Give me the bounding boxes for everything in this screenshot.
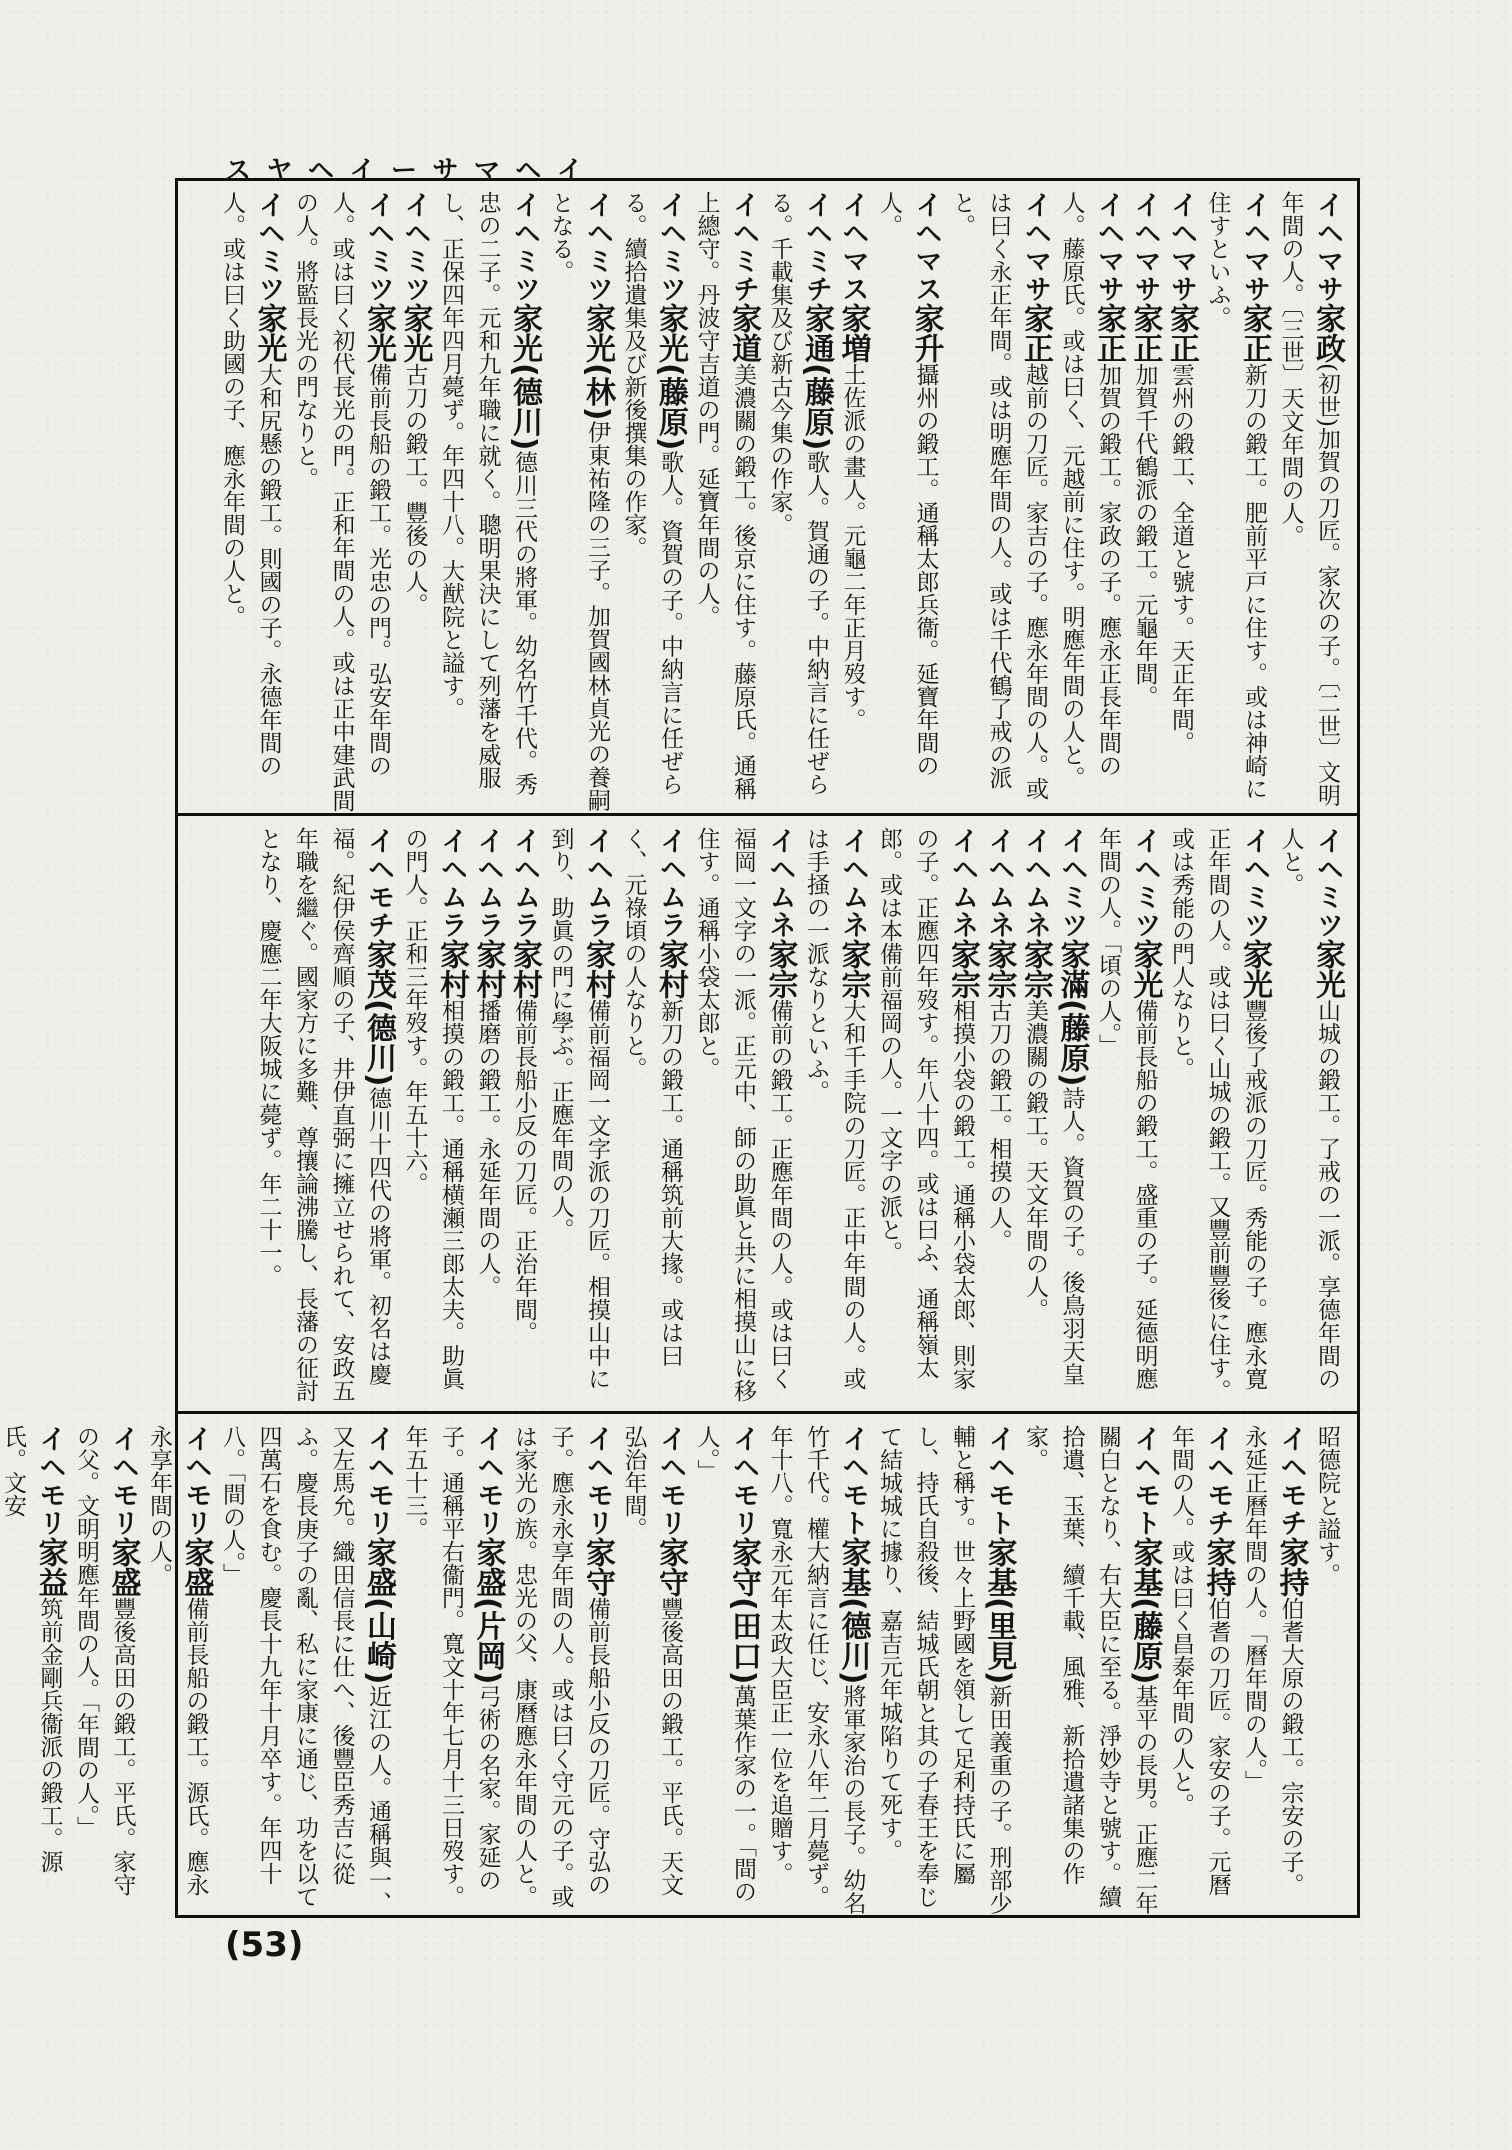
- entry-reading: イヘモリ: [582, 1425, 613, 1537]
- entry-text: 相摸小袋の鍛工。通稱小袋太郎、則家の子。正應四年歿す。年八十四。或は曰ふ、通稱嶺太郎。或は本備前福岡の人。一文字の派と。: [876, 827, 975, 1390]
- dictionary-entry: [1309, 1425, 1346, 1917]
- entry-reading: イヘマス: [910, 191, 942, 303]
- dictionary-entry: [469, 827, 506, 1411]
- entry-text: 備前長船小反の刀匠。守弘の子。應永永享年間の人。或は曰く守元の子。或は家光の族。忠光の父、康曆應永年間の人と。: [511, 1425, 610, 1908]
- entry-reading: イヘムネ: [837, 827, 869, 939]
- running-head-char: イ: [556, 156, 585, 186]
- entry-text: 美濃關の鍛工。後京に住す。藤原氏。通稱上總守。丹波守吉道の門。延寶年間の人。: [693, 191, 756, 800]
- entry-name: 家光: [397, 303, 433, 363]
- running-head-char: ヘ: [307, 156, 336, 186]
- dictionary-entry: [506, 1425, 616, 1917]
- entry-name: 家持: [1273, 1537, 1309, 1597]
- entry-name: 家正: [1127, 303, 1163, 363]
- entry-reading: イヘマス: [837, 191, 869, 303]
- entry-name: 家宗: [762, 939, 798, 999]
- dictionary-entry: [1163, 191, 1200, 813]
- entry-reading: イヘミツ: [509, 191, 540, 303]
- entry-name: 家光(林): [580, 303, 615, 421]
- entry-reading: イヘミツ: [1239, 827, 1270, 939]
- entry-text: 大和尻懸の鍛工。則國の子。永德年間の人。或は曰く助國の子、應永年間の人と。: [219, 191, 282, 777]
- entry-reading: イヘマサ: [1166, 191, 1197, 303]
- entry-text: 豐後高田の鍛工。平氏。家守の父。文明明應年間の人。「年間の人。」: [73, 1425, 136, 1896]
- entry-name: 家宗: [981, 939, 1017, 999]
- dictionary-frame: [0, 178, 1360, 1918]
- entry-reading: イヘモチ: [1202, 1425, 1234, 1537]
- dictionary-entry: [688, 827, 798, 1411]
- dictionary-entry: [615, 827, 688, 1411]
- dictionary-entry: [396, 191, 433, 813]
- entry-reading: イヘミツ: [582, 191, 613, 303]
- entry-text: 筑前金剛兵衞派の鍛工。源氏。文安: [0, 1425, 63, 1873]
- dictionary-entry: [1126, 191, 1163, 813]
- entry-name: 家村: [470, 939, 506, 999]
- entry-reading: イヘムラ: [509, 827, 540, 939]
- entry-reading: イヘムネ: [947, 827, 978, 939]
- entry-name: 家宗: [1018, 939, 1053, 999]
- entry-text: 歌人。賀通の子。中納言に任ぜらる。千載集及び新古今集の作家。: [766, 191, 829, 796]
- entry-text: 備前長船の鍛工。源氏。應永永享年間の人。: [146, 1425, 209, 1896]
- dictionary-entry: [871, 1425, 1017, 1917]
- entry-reading: イヘマサ: [1129, 191, 1161, 303]
- entry-text: 越前の刀匠。家吉の子。應永年間の人。或は曰く永正年間。或は明應年間の人。或は千代鶴了戒の派と。: [949, 191, 1048, 800]
- running-head-char: ス: [225, 156, 254, 186]
- entry-text: 山城の鍛工。了戒の一派。享德年間の人と。: [1277, 827, 1340, 1390]
- entry-text: 攝州の鍛工。通稱太郎兵衞。延寶年間の人。: [876, 191, 939, 777]
- entry-text: 昭德院と謚す。: [1314, 1425, 1340, 1586]
- dictionary-entry: [1090, 827, 1163, 1411]
- dictionary-entry: [214, 191, 287, 813]
- tier-divider: [178, 1411, 1357, 1414]
- entry-reading: イヘモリ: [472, 1425, 504, 1537]
- entry-text: 伯耆大原の鍛工。宗安の子。永延正曆年間の人。「曆年間の人。」: [1241, 1425, 1304, 1896]
- entry-name: 家正: [1237, 303, 1272, 363]
- dictionary-entry: [433, 191, 543, 813]
- entry-reading: イヘマサ: [1312, 191, 1343, 303]
- entry-reading: イヘモリ: [180, 1425, 212, 1537]
- entry-name: 家盛: [105, 1537, 141, 1597]
- tier-top: [178, 181, 1357, 813]
- entry-name: 家村: [580, 939, 615, 999]
- dictionary-entry: [1163, 827, 1273, 1411]
- entry-reading: イヘムネ: [1020, 827, 1051, 939]
- dictionary-entry: [615, 1425, 688, 1917]
- entry-text: 備前の鍛工。正應年間の人。或は曰く福岡一文字の一派。正元中、師の助眞と共に相摸山に移住す。通稱小袋太郎と。: [693, 827, 793, 1402]
- entry-name: 家道: [726, 303, 761, 363]
- dictionary-entry: [798, 827, 871, 1411]
- entry-text: 德川十四代の將軍。初名は慶福。紀伊侯齊順の子、井伊直弼に擁立せられて、安政五年職を繼ぐ。國家方に多難、尊攘論沸騰し、長藩の征討となり、慶應二年大阪城に薨ず。年二十一。: [255, 827, 391, 1402]
- running-head: [225, 150, 585, 186]
- dictionary-entry: [871, 827, 981, 1411]
- dictionary-entry: [506, 827, 543, 1411]
- entry-text: 加賀の鍛工。家政の子。應永正長年間の人。藤原氏。或は曰く、元越前に住す。明應年間の人と。: [1058, 191, 1121, 789]
- running-head-char: マ: [473, 156, 502, 186]
- entry-name: 家守: [653, 1537, 688, 1597]
- entry-reading: イヘモチ: [1275, 1425, 1307, 1537]
- entry-name: 家光: [1127, 939, 1163, 999]
- entry-name: 家政: [1310, 303, 1345, 363]
- entry-name: 家宗: [835, 939, 871, 999]
- entry-reading: イヘミツ: [1312, 827, 1343, 939]
- entry-text: 備前長船の鍛工。盛重の子。延德明應年間の人。「頃の人。」: [1095, 827, 1158, 1390]
- dictionary-entry: [871, 191, 944, 813]
- entry-text: 新刀の鍛工。肥前平戸に住す。或は神崎に住すといふ。: [1204, 191, 1267, 800]
- entry-reading: イヘモチ: [363, 827, 394, 939]
- running-head-char: サ: [432, 156, 461, 186]
- entry-text: 備前福岡一文字派の刀匠。相摸山中に到り、助眞の門に學ぶ。正應年間の人。: [547, 827, 610, 1390]
- entry-text: 備前長船の鍛工。光忠の門。弘安年間の人。或は曰く初代長光の門。正和年間の人。或は正中建武間の人。將監長光の門なりと。: [292, 191, 391, 812]
- entry-reading: イヘミツ: [655, 191, 686, 303]
- entry-reading: イヘモリ: [34, 1425, 66, 1537]
- entry-reading: イヘモリ: [655, 1425, 686, 1537]
- entry-text: 詩人。資賀の子。後鳥羽天皇: [1058, 1086, 1085, 1386]
- entry-text: 萬葉作家の一。「間の人。」: [693, 1425, 756, 1903]
- entry-reading: イヘミチ: [801, 191, 832, 303]
- dictionary-entry: [542, 827, 615, 1411]
- entry-name: 家光: [251, 303, 287, 363]
- entry-name: 家光: [1310, 939, 1345, 999]
- entry-name: 家増: [835, 303, 871, 363]
- dictionary-entry: [1272, 827, 1345, 1411]
- entry-text: 新刀の鍛工。通稱筑前大掾。或は曰く、元祿頃の人なりと。: [620, 827, 683, 1367]
- dictionary-entry: [542, 191, 615, 813]
- entry-name: 家光: [1237, 939, 1272, 999]
- entry-reading: イヘモト: [983, 1425, 1015, 1537]
- entry-text: 加賀千代鶴派の鍛工。元龜年間。: [1131, 363, 1158, 708]
- running-head-char: ヤ: [266, 156, 295, 186]
- dictionary-entry: [1272, 191, 1345, 813]
- entry-text: 伊東祐隆の三子。加賀國林貞光の養嗣となる。: [547, 191, 610, 812]
- entry-name: 家盛(山崎): [361, 1537, 396, 1685]
- entry-name: 家光: [361, 303, 396, 363]
- entry-name: 家正: [1018, 303, 1053, 363]
- entry-name: 家基(藤原): [1127, 1537, 1163, 1685]
- entry-reading: イヘマサ: [1239, 191, 1270, 303]
- entry-text: 相摸の鍛工。通稱横瀬三郎太夫。助眞の門人。正和三年歿す。年五十六。: [401, 827, 464, 1390]
- dictionary-entry: [834, 191, 871, 813]
- tier-middle: [178, 817, 1357, 1411]
- dictionary-entry: [1053, 827, 1090, 1411]
- entry-text: 土佐派の畫人。元龜二年正月歿す。: [839, 363, 866, 731]
- entry-text: (初世)加賀の刀匠。家次の子。〔二世〕文明年間の人。〔三世〕天文年間の人。: [1277, 191, 1340, 807]
- dictionary-entry: [0, 1425, 68, 1917]
- entry-reading: イヘミツ: [1056, 827, 1088, 939]
- entry-name: 家通(藤原): [799, 303, 834, 451]
- entry-name: 家宗: [945, 939, 980, 999]
- dictionary-entry: [688, 1425, 761, 1917]
- entry-reading: イヘミツ: [363, 191, 394, 303]
- entry-text: 大和千手院の刀匠。正中年間の人。或は手掻の一派なりといふ。: [803, 827, 866, 1390]
- entry-reading: イヘミチ: [728, 191, 759, 303]
- entry-name: 家升: [908, 303, 944, 363]
- entry-text: 雲州の鍛工、全道と號す。天正年間。: [1168, 363, 1194, 754]
- dictionary-entry: [396, 827, 469, 1411]
- dictionary-entry: [250, 827, 396, 1411]
- entry-text: 基平の長男。正應二年關白となり、右大臣に至る。淨妙寺と號す。續拾遺、玉葉、續千載、風雅、新拾遺諸集の作家。: [1022, 1425, 1158, 1915]
- entry-reading: イヘモリ: [728, 1425, 759, 1537]
- entry-reading: イヘムラ: [582, 827, 613, 939]
- entry-name: 家盛: [178, 1537, 214, 1597]
- entry-name: 家村: [653, 939, 688, 999]
- entry-reading: イヘモリ: [107, 1425, 139, 1537]
- entry-name: 家滿(藤原): [1054, 939, 1090, 1087]
- tier-divider: [178, 813, 1357, 816]
- entry-text: 近江の人。通稱與一、又左馬允。織田信長に仕へ、後豐臣秀吉に從ふ。慶長庚子の亂、私に家康に通じ、功を以て四萬石を食む。慶長十九年十月卒す。年四十八。「間の人。」: [219, 1425, 391, 1915]
- entry-reading: イヘムネ: [764, 827, 796, 939]
- entry-reading: イヘミツ: [253, 191, 285, 303]
- dictionary-entry: [944, 191, 1054, 813]
- entry-reading: イヘマサ: [1093, 191, 1124, 303]
- running-head-char: ー: [390, 156, 419, 186]
- entry-text: 古刀の鍛工。豐後の人。: [401, 363, 428, 616]
- running-head-char: イ: [349, 156, 378, 186]
- entry-name: 家益: [32, 1537, 68, 1597]
- entry-name: 家基(德川): [835, 1537, 871, 1685]
- entry-name: 家守(田口): [726, 1537, 761, 1685]
- dictionary-entry: [1163, 1425, 1236, 1917]
- dictionary-entry: [1017, 1425, 1163, 1917]
- entry-text: 播磨の鍛工。永延年間の人。: [474, 999, 501, 1298]
- entry-name: 家守: [580, 1537, 615, 1597]
- dictionary-entry: [688, 191, 761, 813]
- entry-reading: イヘミツ: [1129, 827, 1161, 939]
- dictionary-entry: [761, 191, 834, 813]
- dictionary-entry: [980, 827, 1017, 1411]
- entry-text: 將軍家治の長子。幼名竹千代。權大納言に任じ、安永八年二月薨ず。年十八。寬永元年太政大臣正一位を追贈す。: [766, 1425, 866, 1915]
- entry-text: 歌人。資賀の子。中納言に任ぜらる。續拾遺集及び新後撰集の作家。: [620, 191, 683, 796]
- entry-name: 家茂(德川): [361, 939, 396, 1087]
- entry-name: 家村: [434, 939, 469, 999]
- entry-reading: イヘムラ: [472, 827, 504, 939]
- dictionary-entry: [1017, 827, 1054, 1411]
- entry-reading: イヘムラ: [655, 827, 686, 939]
- dictionary-entry: [761, 1425, 871, 1917]
- dictionary-entry: [615, 191, 688, 813]
- tier-bottom: [0, 1415, 1357, 1917]
- entry-text: 備前長船小反の刀匠。正治年間。: [511, 999, 537, 1344]
- entry-text: 伯耆の刀匠。家安の子。元曆年間の人。或は曰く昌泰年間の人と。: [1168, 1425, 1231, 1896]
- entry-reading: イヘムラ: [436, 827, 467, 939]
- entry-reading: イヘモリ: [363, 1425, 394, 1537]
- entry-name: 家光(德川): [507, 303, 542, 451]
- entry-text: 豐後高田の鍛工。平氏。天文弘治年間。: [620, 1425, 683, 1896]
- entry-text: 豐後了戒派の刀匠。秀能の子。應永寛正年間の人。或は曰く山城の鍛工。又豐前豐後に住す。或は秀能の門人なりと。: [1168, 827, 1267, 1402]
- entry-text: 古刀の鍛工。相摸の人。: [985, 999, 1012, 1252]
- entry-name: 家正: [1164, 303, 1199, 363]
- dictionary-entry: [214, 1425, 397, 1917]
- entry-reading: イヘモト: [1129, 1425, 1161, 1537]
- dictionary-entry: [1236, 1425, 1309, 1917]
- dictionary-entry: [1199, 191, 1272, 813]
- page-number: (53): [225, 1925, 304, 1965]
- entry-name: 家盛(片岡): [470, 1537, 506, 1685]
- entry-text: 美濃關の鍛工。天文年間の人。: [1022, 999, 1048, 1321]
- dictionary-entry: [141, 1425, 214, 1917]
- entry-text: 弓術の名家。家延の子。通稱平右衞門。寬文十年七月十三日歿す。年五十三。: [401, 1425, 501, 1908]
- entry-reading: イヘムネ: [983, 827, 1015, 939]
- entry-reading: イヘミツ: [399, 191, 431, 303]
- entry-reading: イヘモト: [837, 1425, 869, 1537]
- dictionary-entry: [287, 191, 397, 813]
- entry-text: 德川三代の將軍。幼名竹千代。秀忠の二子。元和九年職に就く。聰明果決にして列藩を威服し、正保四年四月薨ず。年四十八。大猷院と謚す。: [438, 191, 537, 796]
- entry-name: 家基(里見): [981, 1537, 1017, 1685]
- entry-name: 家光(藤原): [653, 303, 688, 451]
- dictionary-entry: [68, 1425, 141, 1917]
- entry-text: 新田義重の子。刑部少輔と稱す。世々上野國を領して足利持氏に屬し、持氏自殺後、結城氏朝と其の子春王を奉じて結城城に據り、嘉吉元年城陷りて死す。: [876, 1425, 1012, 1915]
- dictionary-entry: [396, 1425, 506, 1917]
- dictionary-entry: [1053, 191, 1126, 813]
- running-head-char: ヘ: [515, 156, 544, 186]
- entry-reading: イヘマサ: [1020, 191, 1051, 303]
- entry-name: 家村: [507, 939, 542, 999]
- entry-name: 家持: [1200, 1537, 1236, 1597]
- entry-name: 家正: [1091, 303, 1126, 363]
